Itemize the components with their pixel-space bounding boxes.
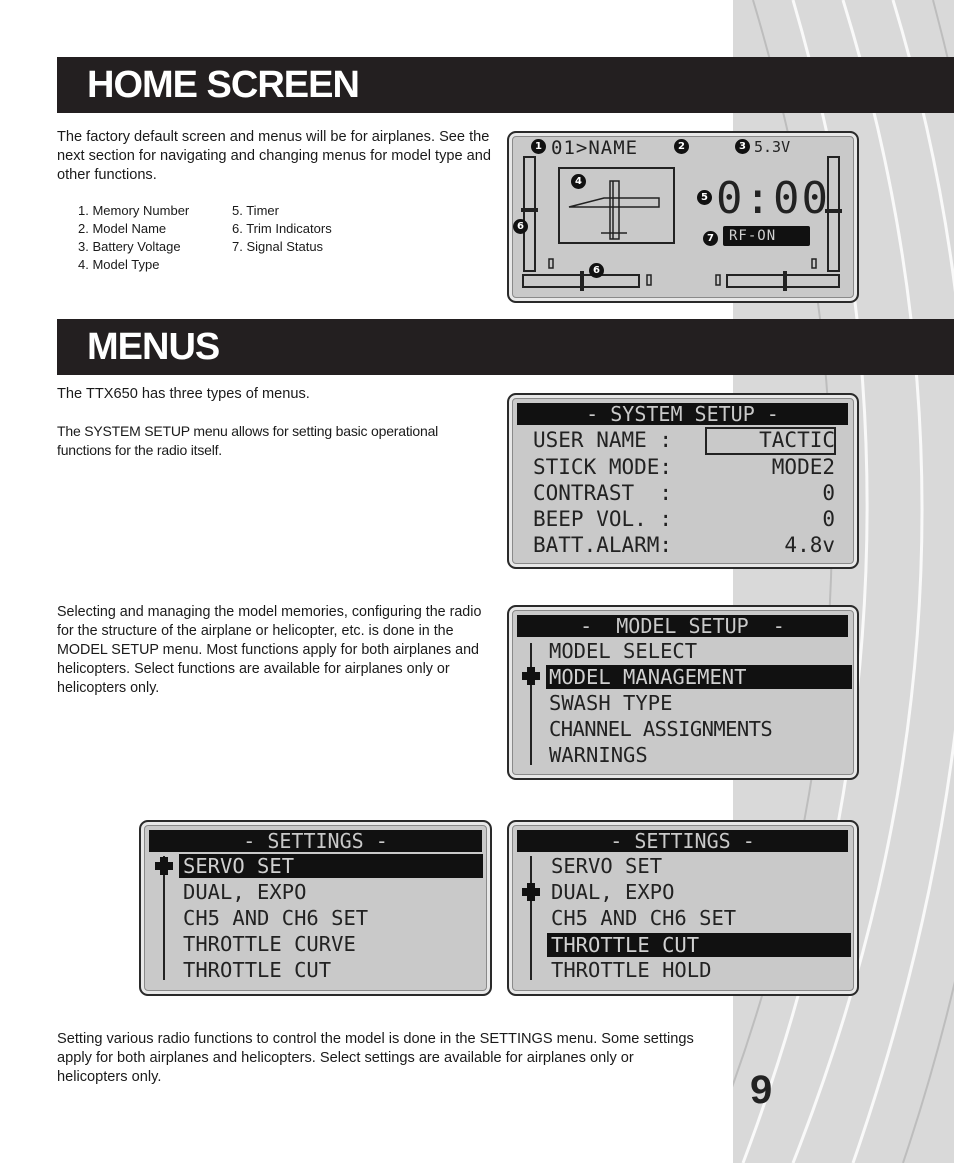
home-screen-header [57, 57, 954, 113]
callout-marker: 7 [703, 231, 718, 246]
menu-item[interactable]: SERVO SET [551, 854, 663, 878]
contrast-value: 0 [822, 481, 835, 505]
legend-item: 5. Timer [232, 203, 279, 218]
model-setup-description: Selecting and managing the model memories, configuring the radio for the structure of the airplane or helicopter, etc. is done in the MODEL SETUP menu. Most functions apply for both airplanes and helicopters. Select functions are available for airplanes only or helicopters only. [57, 604, 482, 696]
settings-screen-a [139, 820, 492, 996]
callout-marker: 4 [571, 174, 586, 189]
legend-col-1 [78, 202, 189, 274]
menu-item[interactable]: THROTTLE HOLD [551, 958, 712, 982]
legend-item: 4. Model Type [78, 257, 160, 272]
menu-item[interactable]: THROTTLE CURVE [183, 932, 356, 956]
model-setup-title: - MODEL SETUP - [517, 615, 848, 637]
menu-item[interactable]: MODEL SELECT [549, 639, 698, 663]
legend-item: 1. Memory Number [78, 203, 190, 218]
menu-item[interactable]: THROTTLE CUT [183, 958, 332, 982]
callout-marker: 2 [674, 139, 689, 154]
battery-voltage-readout: 5.3V [754, 138, 791, 156]
menu-item[interactable]: CHANNEL ASSIGNMENTS [549, 717, 773, 741]
legend-item: 2. Model Name [78, 221, 167, 236]
beep-volume-value: 0 [822, 507, 835, 531]
home-screen-title: HOME SCREEN [87, 64, 359, 106]
page-number: 9 [750, 1068, 773, 1112]
menus-header [57, 319, 954, 375]
system-row-label: BEEP VOL. : [533, 507, 673, 531]
menu-item-selected[interactable]: MODEL MANAGEMENT [546, 665, 852, 689]
menu-item[interactable]: WARNINGS [549, 743, 648, 767]
home-intro: The factory default screen and menus will be for airplanes. See the next section for navigating and changing menus for model type and other functions. [57, 129, 492, 183]
cursor-arrow-icon [521, 667, 541, 685]
callout-marker: 5 [697, 190, 712, 205]
system-setup-title: - SYSTEM SETUP - [517, 403, 848, 425]
memory-name-readout: 01>NAME [551, 137, 639, 159]
menus-title: MENUS [87, 326, 220, 368]
system-row-label: STICK MODE: [533, 455, 673, 479]
system-setup-description: The SYSTEM SETUP menu allows for setting basic operational functions for the radio itself. [57, 423, 439, 458]
callout-marker: 1 [531, 139, 546, 154]
system-row-label: USER NAME : [533, 428, 673, 452]
timer-readout: 0:00 [716, 173, 830, 224]
menu-item[interactable]: SWASH TYPE [549, 691, 673, 715]
callout-marker: 6 [589, 263, 604, 278]
menu-item[interactable]: CH5 AND CH6 SET [183, 906, 369, 930]
menu-item-selected[interactable]: SERVO SET [179, 854, 483, 878]
home-lcd-screen [507, 131, 859, 303]
callout-marker: 6 [513, 219, 528, 234]
system-row-label: CONTRAST : [533, 481, 673, 505]
legend-item: 7. Signal Status [232, 239, 324, 254]
legend-item: 6. Trim Indicators [232, 221, 332, 236]
settings-title: - SETTINGS - [517, 830, 848, 852]
scroll-track [530, 643, 532, 765]
menu-item[interactable]: CH5 AND CH6 SET [551, 906, 737, 930]
settings-description: Setting various radio functions to control the model is done in the SETTINGS menu. Some settings apply for both airplanes and helicopters. Select settings are available for airplanes only or helicopters only. [57, 1031, 694, 1085]
legend-item: 3. Battery Voltage [78, 239, 181, 254]
model-setup-screen [507, 605, 859, 780]
signal-status-readout: RF-ON [729, 228, 777, 244]
menu-item[interactable]: DUAL, EXPO [551, 880, 675, 904]
settings-title: - SETTINGS - [149, 830, 482, 852]
menu-item-selected[interactable]: THROTTLE CUT [547, 933, 851, 957]
cursor-arrow-icon [521, 883, 541, 901]
stick-mode-value: MODE2 [771, 455, 835, 479]
battery-alarm-value: 4.8v [784, 533, 835, 557]
menu-item[interactable]: DUAL, EXPO [183, 880, 307, 904]
scroll-track [530, 856, 532, 980]
system-row-label: BATT.ALARM: [533, 533, 673, 557]
system-setup-screen [507, 393, 859, 569]
settings-screen-b [507, 820, 859, 996]
cursor-arrow-icon [154, 857, 174, 875]
user-name-value: TACTIC [759, 428, 835, 452]
menus-intro: The TTX650 has three types of menus. [57, 386, 310, 402]
legend-col-2 [232, 202, 332, 256]
callout-marker: 3 [735, 139, 750, 154]
